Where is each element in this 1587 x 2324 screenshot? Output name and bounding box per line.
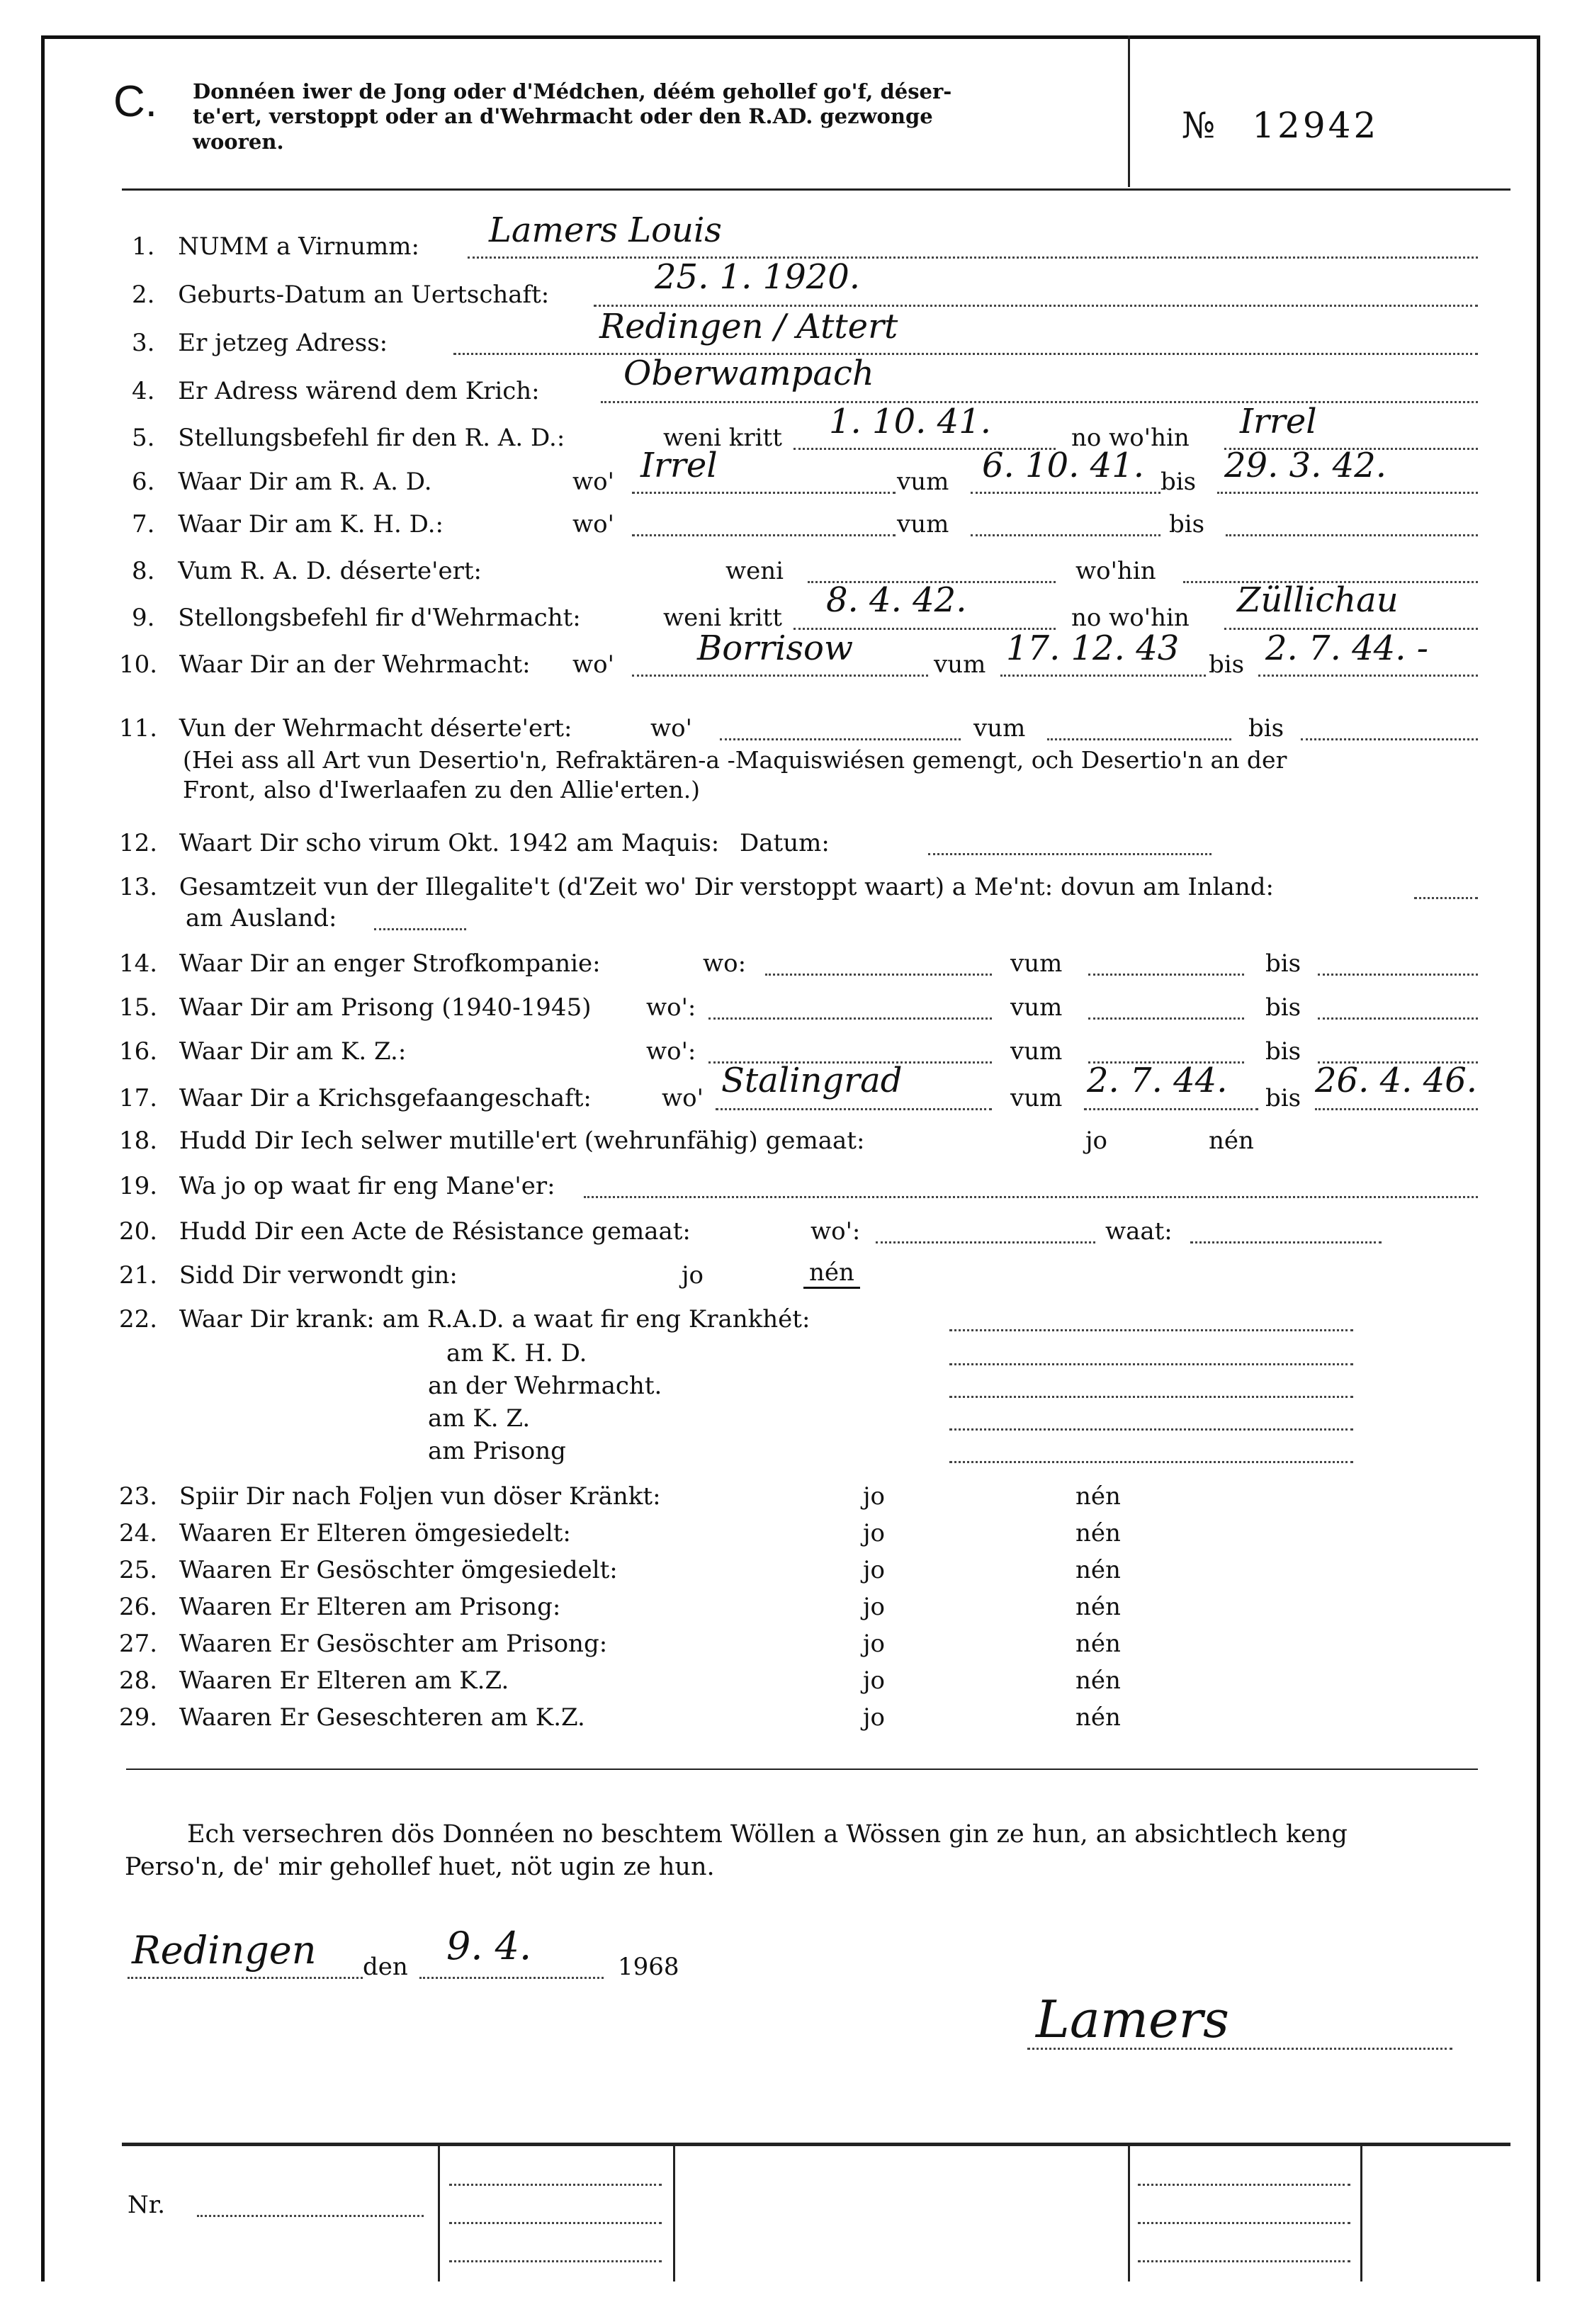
header-title <box>193 79 1114 154</box>
item-label: Hudd Dir Iech selwer mutille'ert (wehrunfähig) gemaat: <box>179 1127 865 1155</box>
fill-line <box>949 1363 1353 1365</box>
nen-option: nén <box>1075 1593 1121 1621</box>
cell-line <box>1138 2222 1350 2224</box>
item-14 <box>119 949 601 978</box>
handwritten-place: Züllichau <box>1237 580 1399 620</box>
declaration-line: Ech versechren dös Donnéen no beschtem Wöllen a Wössen gin ze hun, an absichtlech keng <box>187 1820 1348 1849</box>
item-number: 21. <box>119 1261 158 1290</box>
weni-label: weni kritt <box>663 604 782 632</box>
nen-option-underlined: nén <box>803 1258 860 1289</box>
handwritten-birth: 25. 1. 1920. <box>655 257 861 297</box>
item-number: 23. <box>119 1482 158 1511</box>
fill-line <box>971 492 1160 494</box>
number-symbol: № <box>1182 105 1219 146</box>
item-4 <box>132 377 540 405</box>
item-3 <box>132 329 388 357</box>
item-10 <box>119 650 531 679</box>
declaration-line: Perso'n, de' mir gehollef huet, nöt ugin ze hun. <box>125 1853 715 1881</box>
form-number <box>1182 105 1379 146</box>
bis-label: bis <box>1248 714 1284 743</box>
nen-option: nén <box>1209 1127 1254 1155</box>
item-label: Waar Dir am Prisong (1940-1945) <box>179 993 592 1022</box>
datum-label: Datum: <box>740 829 830 857</box>
item-22-sub: am K. H. D. <box>446 1339 587 1367</box>
item-9 <box>132 604 581 632</box>
handwritten-date: 2. 7. 44. <box>1087 1061 1228 1100</box>
wo-label: wo': <box>646 993 696 1022</box>
bis-label: bis <box>1265 993 1301 1022</box>
item-20 <box>119 1217 691 1246</box>
wo-label: wo' <box>572 650 614 679</box>
handwritten-date: 8. 4. 42. <box>826 580 967 620</box>
item-22 <box>119 1305 810 1333</box>
item-label: Waaren Er Elteren am K.Z. <box>179 1666 509 1695</box>
wo-label: wo: <box>703 949 747 978</box>
vum-label: vum <box>1010 1084 1063 1112</box>
item-number: 22. <box>119 1305 158 1333</box>
item-number: 13. <box>119 873 158 901</box>
wo-label: wo' <box>572 468 614 496</box>
item-number: 15. <box>119 993 158 1022</box>
handwritten-place: Redingen <box>132 1928 317 1973</box>
fill-line <box>1190 1241 1382 1243</box>
jo-option: jo <box>863 1703 886 1732</box>
handwritten-place: Borrisow <box>697 628 854 668</box>
fill-line <box>1047 738 1231 740</box>
item-number: 18. <box>119 1127 158 1155</box>
fill-line <box>632 534 896 536</box>
item-label: Spiir Dir nach Foljen vun döser Kränkt: <box>179 1482 661 1511</box>
footer-rule <box>122 2143 1510 2146</box>
jo-option: jo <box>863 1519 886 1547</box>
item-label: Waar Dir am K. Z.: <box>179 1037 407 1066</box>
fill-line <box>1217 492 1478 494</box>
item-number: 29. <box>119 1703 158 1732</box>
item-number: 20. <box>119 1217 158 1246</box>
bis-label: bis <box>1265 1084 1301 1112</box>
item-7 <box>132 510 444 538</box>
header-title-line: Donnéen iwer de Jong oder d'Médchen, déém gehollef go'f, déser- <box>193 79 952 103</box>
section-rule <box>126 1769 1478 1770</box>
item-label: Vum R. A. D. déserte'ert: <box>178 557 482 585</box>
vum-label: vum <box>897 510 949 538</box>
item-label: Stellongsbefehl fir d'Wehrmacht: <box>178 604 581 632</box>
wo-label: wo' <box>650 714 692 743</box>
item-number: 9. <box>132 604 155 632</box>
jo-option: jo <box>863 1593 886 1621</box>
fill-line <box>1301 738 1478 740</box>
note-line: (Hei ass all Art vun Desertio'n, Refraktären-a -Maquiswiésen gemengt, och Desertio'n an der <box>183 746 1287 774</box>
wohin-label: no wo'hin <box>1071 424 1190 452</box>
handwritten-war-address: Oberwampach <box>623 354 874 393</box>
handwritten-date: 2. 7. 44. - <box>1265 628 1428 668</box>
item-13 <box>119 873 1274 901</box>
item-8 <box>132 557 482 585</box>
handwritten-date: 1. 10. 41. <box>829 402 991 441</box>
fill-line <box>1084 1108 1258 1110</box>
item-label: Waar Dir krank: am R.A.D. a waat fir eng Krankhét: <box>179 1305 811 1333</box>
fill-line <box>632 675 928 677</box>
declaration-text <box>125 1818 1348 1883</box>
item-label: Waar Dir a Krichsgefaangeschaft: <box>179 1084 592 1112</box>
fill-line <box>601 401 1478 403</box>
bis-label: bis <box>1169 510 1205 538</box>
footer-col <box>1360 2143 1362 2281</box>
header-title-line: te'ert, verstoppt oder an d'Wehrmacht oder den R.AD. gezwonge <box>193 104 933 129</box>
item-number: 17. <box>119 1084 158 1112</box>
jo-option: jo <box>863 1666 886 1695</box>
bis-label: bis <box>1160 468 1197 496</box>
weni-label: weni kritt <box>663 424 782 452</box>
nen-option: nén <box>1075 1630 1121 1658</box>
number-value: 12942 <box>1252 105 1379 146</box>
cell-line <box>449 2222 662 2224</box>
jo-option: jo <box>682 1261 704 1290</box>
handwritten-date: 26. 4. 46. <box>1315 1061 1477 1100</box>
jo-option: jo <box>863 1630 886 1658</box>
item-28 <box>119 1666 509 1695</box>
vum-label: vum <box>1010 1037 1063 1066</box>
item-label: Gesamtzeit vun der Illegalite't (d'Zeit wo' Dir verstoppt waart) a Me'nt: dovun am Inland: <box>179 873 1274 901</box>
item-label: Waar Dir an enger Strofkompanie: <box>179 949 601 978</box>
fill-line <box>453 353 1478 355</box>
fill-line <box>632 492 896 494</box>
footer-col <box>1128 2143 1130 2281</box>
year-label: 1968 <box>618 1953 679 1981</box>
fill-line <box>1318 974 1478 976</box>
vum-label: vum <box>1010 949 1063 978</box>
item-27 <box>119 1630 607 1658</box>
vum-label: vum <box>897 468 949 496</box>
handwritten-date: 17. 12. 43 <box>1006 628 1180 668</box>
item-19 <box>119 1172 555 1200</box>
nen-option: nén <box>1075 1556 1121 1584</box>
nen-option: nén <box>1075 1666 1121 1695</box>
fill-line <box>708 1017 992 1020</box>
fill-line <box>468 256 1478 259</box>
item-label: Waaren Er Geseschteren am K.Z. <box>179 1703 585 1732</box>
item-number: 25. <box>119 1556 158 1584</box>
footer-col <box>673 2143 675 2281</box>
bis-label: bis <box>1265 949 1301 978</box>
fill-line <box>1414 897 1478 899</box>
fill-line <box>1088 974 1244 976</box>
item-number: 3. <box>132 329 155 357</box>
item-label: Sidd Dir verwondt gin: <box>179 1261 458 1290</box>
item-number: 24. <box>119 1519 158 1547</box>
handwritten-date: 9. 4. <box>446 1924 532 1968</box>
header-title-line: wooren. <box>193 129 284 154</box>
handwritten-place: Irrel <box>1240 402 1317 441</box>
item-label: Waaren Er Gesöschter ömgesiedelt: <box>179 1556 618 1584</box>
fill-line <box>971 534 1160 536</box>
fill-line <box>1315 1108 1478 1110</box>
item-22-sub: am K. Z. <box>428 1404 531 1433</box>
item-number: 1. <box>132 232 155 261</box>
item-2 <box>132 281 549 309</box>
wo-label: wo': <box>646 1037 696 1066</box>
item-number: 11. <box>119 714 158 743</box>
fill-line <box>1258 675 1478 677</box>
fill-line <box>128 1977 363 1979</box>
handwritten-name: Lamers Louis <box>489 210 722 250</box>
item-26 <box>119 1593 560 1621</box>
ausland-label: am Ausland: <box>186 904 337 932</box>
fill-line <box>720 738 961 740</box>
item-number: 12. <box>119 829 158 857</box>
item-21 <box>119 1261 458 1290</box>
wo-label: wo' <box>662 1084 704 1112</box>
item-22-sub: an der Wehrmacht. <box>428 1372 662 1400</box>
fill-line <box>419 1977 604 1979</box>
fill-line <box>1226 534 1478 536</box>
signature-line <box>1027 2048 1452 2050</box>
fill-line <box>949 1329 1353 1331</box>
item-label: Waaren Er Gesöschter am Prisong: <box>179 1630 608 1658</box>
item-6 <box>132 468 432 496</box>
wo-label: wo' <box>572 510 614 538</box>
footer-col <box>438 2143 440 2281</box>
item-number: 2. <box>132 281 155 309</box>
cell-line <box>1138 2184 1350 2186</box>
item-23 <box>119 1482 661 1511</box>
item-label: Waar Dir an der Wehrmacht: <box>179 650 531 679</box>
item-number: 10. <box>119 650 158 679</box>
fill-line <box>949 1428 1353 1431</box>
item-number: 6. <box>132 468 155 496</box>
item-number: 16. <box>119 1037 158 1066</box>
fill-line <box>928 853 1212 855</box>
jo-option: jo <box>863 1556 886 1584</box>
item-label: Stellungsbefehl fir den R. A. D.: <box>178 424 565 452</box>
handwritten-address: Redingen / Attert <box>599 307 898 346</box>
fill-line <box>1000 675 1206 677</box>
nen-option: nén <box>1075 1703 1121 1732</box>
fill-line <box>1318 1017 1478 1020</box>
item-number: 27. <box>119 1630 158 1658</box>
fill-line <box>197 2215 424 2217</box>
header-rule <box>122 188 1510 191</box>
weni-label: weni <box>725 557 784 585</box>
item-12 <box>119 829 830 857</box>
item-label: Wa jo op waat fir eng Mane'er: <box>179 1172 555 1200</box>
wohin-label: wo'hin <box>1075 557 1156 585</box>
item-label: Vun der Wehrmacht déserte'ert: <box>179 714 572 743</box>
note-line: Front, also d'Iwerlaafen zu den Allie'erten.) <box>183 776 701 803</box>
item-5 <box>132 424 565 452</box>
item-label: NUMM a Virnumm: <box>178 232 419 261</box>
item-label: Hudd Dir een Acte de Résistance gemaat: <box>179 1217 691 1246</box>
section-letter: C. <box>113 77 157 126</box>
item-1 <box>132 232 419 261</box>
item-29 <box>119 1703 585 1732</box>
item-24 <box>119 1519 571 1547</box>
header-divider <box>1128 35 1130 187</box>
fill-line <box>765 974 992 976</box>
handwritten-place: Irrel <box>640 446 718 485</box>
fill-line <box>949 1396 1353 1398</box>
nen-option: nén <box>1075 1519 1121 1547</box>
item-number: 26. <box>119 1593 158 1621</box>
item-label: Geburts-Datum an Uertschaft: <box>178 281 550 309</box>
fill-line <box>876 1241 1095 1243</box>
item-17 <box>119 1084 592 1112</box>
item-15 <box>119 993 591 1022</box>
cell-line <box>449 2184 662 2186</box>
item-22-sub: am Prisong <box>428 1437 566 1465</box>
item-label: Er jetzeg Adress: <box>178 329 388 357</box>
fill-line <box>949 1461 1353 1463</box>
fill-line <box>374 928 466 930</box>
item-number: 4. <box>132 377 155 405</box>
vum-label: vum <box>973 714 1026 743</box>
fill-line <box>716 1108 992 1110</box>
item-number: 5. <box>132 424 155 452</box>
wohin-label: no wo'hin <box>1071 604 1190 632</box>
signature: Lamers <box>1036 1990 1229 2049</box>
item-label: Waar Dir am K. H. D.: <box>178 510 444 538</box>
vum-label: vum <box>934 650 986 679</box>
item-16 <box>119 1037 406 1066</box>
fill-line <box>584 1196 1478 1198</box>
vum-label: vum <box>1010 993 1063 1022</box>
nr-label: Nr. <box>128 2191 166 2219</box>
handwritten-place: Stalingrad <box>721 1061 903 1100</box>
jo-option: jo <box>863 1482 886 1511</box>
item-25 <box>119 1556 618 1584</box>
den-label: den <box>363 1953 408 1981</box>
item-number: 7. <box>132 510 155 538</box>
wo-label: wo': <box>811 1217 861 1246</box>
cell-line <box>1138 2260 1350 2262</box>
item-label: Waaren Er Elteren ömgesiedelt: <box>179 1519 571 1547</box>
item-label: Waaren Er Elteren am Prisong: <box>179 1593 561 1621</box>
item-number: 19. <box>119 1172 158 1200</box>
nen-option: nén <box>1075 1482 1121 1511</box>
handwritten-date: 29. 3. 42. <box>1224 446 1386 485</box>
handwritten-date: 6. 10. 41. <box>982 446 1144 485</box>
cell-line <box>449 2260 662 2262</box>
item-18 <box>119 1127 864 1155</box>
item-number: 28. <box>119 1666 158 1695</box>
item-number: 14. <box>119 949 158 978</box>
jo-option: jo <box>1085 1127 1108 1155</box>
item-label: Waart Dir scho virum Okt. 1942 am Maquis: <box>179 829 720 857</box>
bis-label: bis <box>1209 650 1245 679</box>
item-11-note <box>183 745 1287 805</box>
fill-line <box>1088 1017 1244 1020</box>
item-label: Waar Dir am R. A. D. <box>178 468 432 496</box>
item-number: 8. <box>132 557 155 585</box>
waat-label: waat: <box>1105 1217 1173 1246</box>
bis-label: bis <box>1265 1037 1301 1066</box>
item-11 <box>119 714 572 743</box>
item-label: Er Adress wärend dem Krich: <box>178 377 540 405</box>
